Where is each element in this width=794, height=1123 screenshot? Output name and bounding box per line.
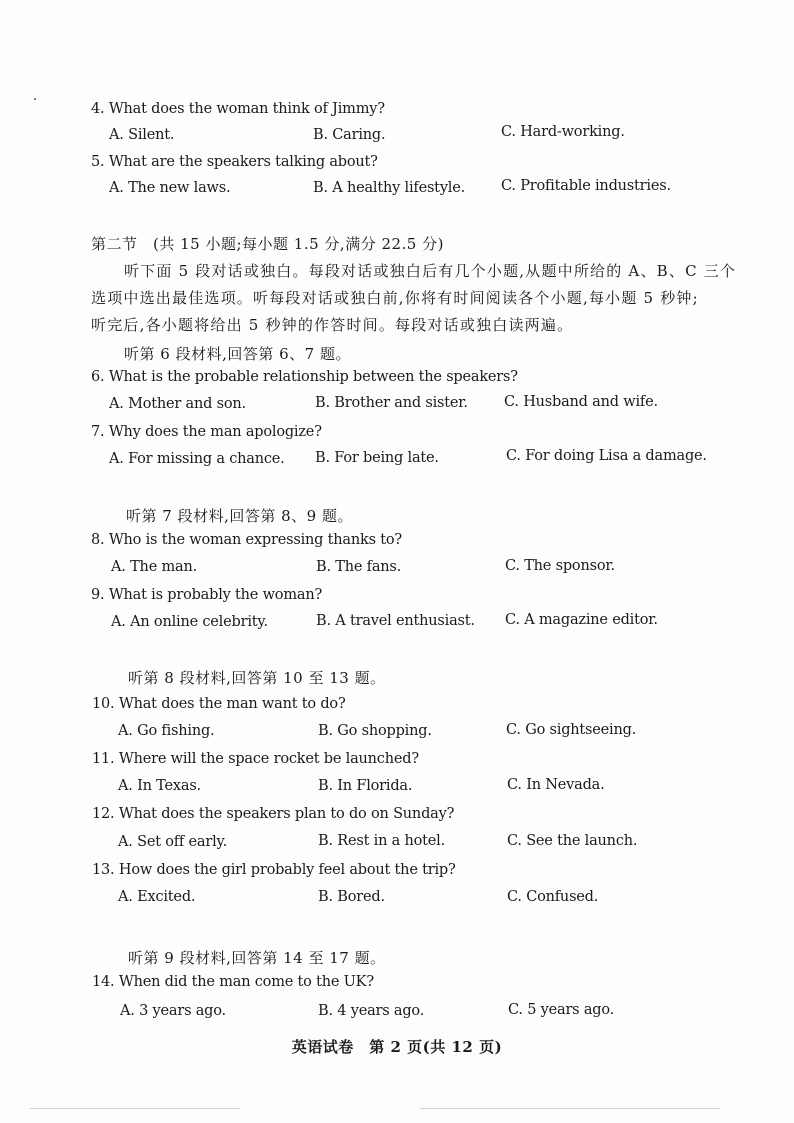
instructions-line-3: 听完后,各小题将给出 5 秒钟的作答时间。每段对话或独白读两遍。 [91, 316, 574, 334]
q8-option-c: C. The sponsor. [505, 558, 615, 574]
q7-option-c: C. For doing Lisa a damage. [506, 448, 707, 464]
q10-option-a: A. Go fishing. [118, 723, 215, 739]
q9-option-c: C. A magazine editor. [505, 612, 658, 628]
q10-option-c: C. Go sightseeing. [506, 722, 637, 738]
group-7-label: 听第 7 段材料,回答第 8、9 题。 [126, 507, 353, 525]
q9-option-b: B. A travel enthusiast. [316, 613, 475, 629]
q14-option-b: B. 4 years ago. [318, 1003, 425, 1019]
group-6-label: 听第 6 段材料,回答第 6、7 题。 [124, 345, 351, 363]
q12-option-a: A. Set off early. [118, 834, 227, 850]
q7-option-b: B. For being late. [315, 450, 439, 466]
question-10: 10. What does the man want to do? [92, 696, 346, 712]
q5-option-b: B. A healthy lifestyle. [313, 180, 466, 196]
q11-option-a: A. In Texas. [118, 778, 201, 794]
q9-option-a: A. An online celebrity. [111, 614, 268, 630]
q5-option-c: C. Profitable industries. [501, 178, 671, 194]
q11-option-c: C. In Nevada. [507, 777, 605, 793]
q7-option-a: A. For missing a chance. [109, 451, 285, 467]
q10-option-b: B. Go shopping. [318, 723, 432, 739]
question-4: 4. What does the woman think of Jimmy? [91, 101, 385, 117]
group-9-label: 听第 9 段材料,回答第 14 至 17 题。 [128, 949, 386, 967]
q8-option-b: B. The fans. [316, 559, 402, 575]
question-8: 8. Who is the woman expressing thanks to? [91, 532, 402, 548]
q6-option-a: A. Mother and son. [109, 396, 246, 412]
question-13: 13. How does the girl probably feel about the trip? [92, 862, 456, 878]
scan-artifact-line [30, 1108, 240, 1109]
q13-option-b: B. Bored. [318, 889, 385, 905]
q12-option-c: C. See the launch. [507, 833, 638, 849]
group-8-label: 听第 8 段材料,回答第 10 至 13 题。 [128, 669, 386, 687]
q13-option-c: C. Confused. [507, 889, 599, 905]
section-2-heading: 第二节 (共 15 小题;每小题 1.5 分,满分 22.5 分) [91, 235, 444, 253]
scan-speck [34, 98, 36, 100]
page-footer: 英语试卷 第 2 页(共 12 页) [291, 1038, 503, 1056]
q5-option-a: A. The new laws. [109, 180, 231, 196]
question-5: 5. What are the speakers talking about? [91, 154, 378, 170]
q13-option-a: A. Excited. [118, 889, 196, 905]
scan-artifact-line [420, 1108, 720, 1109]
q6-option-b: B. Brother and sister. [315, 395, 468, 411]
q4-option-a: A. Silent. [109, 127, 175, 143]
question-12: 12. What does the speakers plan to do on Sunday? [92, 806, 455, 822]
instructions-line-2: 选项中选出最佳选项。听每段对话或独白前,你将有时间阅读各个小题,每小题 5 秒钟; [91, 289, 699, 307]
q11-option-b: B. In Florida. [318, 778, 413, 794]
q6-option-c: C. Husband and wife. [504, 394, 658, 410]
instructions-line-1: 听下面 5 段对话或独白。每段对话或独白后有几个小题,从题中所给的 A、B、C 三个 [124, 262, 737, 280]
question-9: 9. What is probably the woman? [91, 587, 323, 603]
q8-option-a: A. The man. [111, 559, 198, 575]
q4-option-c: C. Hard-working. [501, 124, 625, 140]
question-11: 11. Where will the space rocket be launched? [92, 751, 419, 767]
question-6: 6. What is the probable relationship between the speakers? [91, 369, 518, 385]
q14-option-c: C. 5 years ago. [508, 1002, 615, 1018]
q4-option-b: B. Caring. [313, 127, 386, 143]
question-14: 14. When did the man come to the UK? [92, 974, 374, 990]
question-7: 7. Why does the man apologize? [91, 424, 322, 440]
q14-option-a: A. 3 years ago. [120, 1003, 226, 1019]
q12-option-b: B. Rest in a hotel. [318, 833, 446, 849]
